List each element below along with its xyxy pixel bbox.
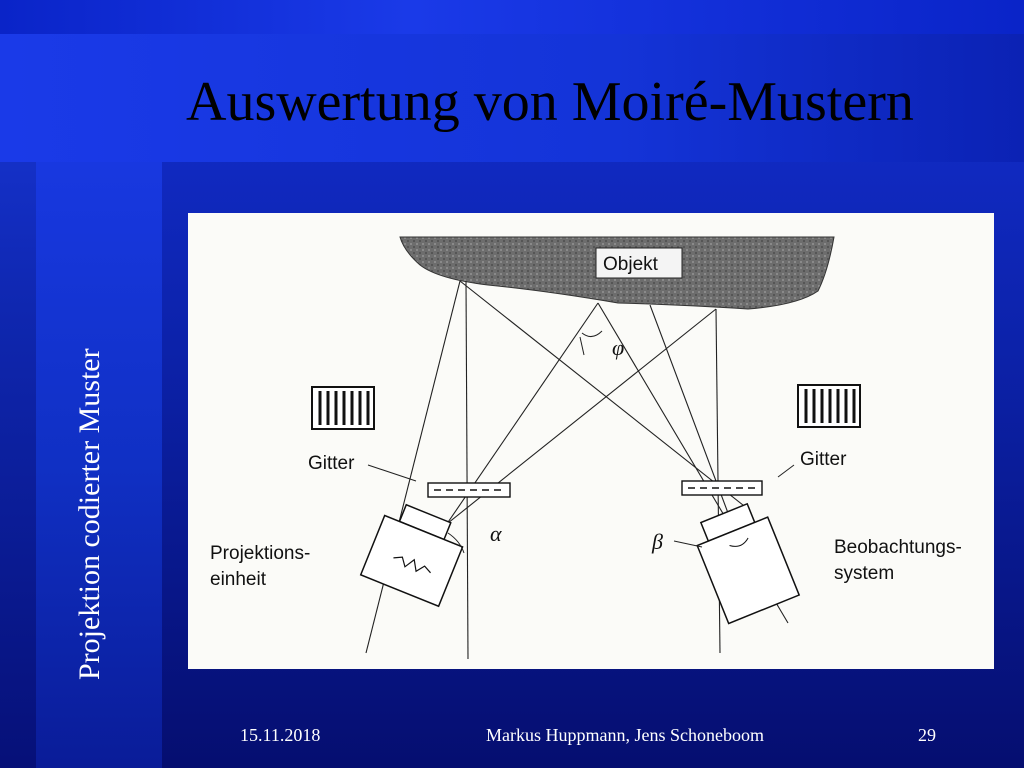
phi-symbol: φ	[612, 335, 625, 360]
grating-right-label: Gitter	[800, 449, 847, 470]
grating-left-icon	[312, 387, 374, 429]
footer-date: 15.11.2018	[240, 725, 321, 745]
footer-authors: Markus Huppmann, Jens Schoneboom	[486, 725, 764, 745]
observer-unit	[690, 499, 799, 624]
grating-left-label: Gitter	[308, 453, 355, 474]
observer-label-line2: system	[834, 563, 895, 584]
moire-diagram	[188, 213, 994, 669]
grating-right-pointer	[778, 465, 794, 477]
beam-left-vertical	[466, 281, 468, 659]
footer-page-number: 29	[918, 725, 936, 745]
side-label: Projektion codierter Muster	[73, 348, 106, 680]
beam-right-cross	[438, 309, 716, 531]
slide-title: Auswertung von Moiré-Mustern	[186, 71, 914, 133]
object-label: Objekt	[603, 254, 658, 275]
observer-label-line1: Beobachtungs-	[834, 537, 962, 558]
beam-left-outer	[366, 281, 460, 653]
beta-pointer	[674, 541, 702, 547]
beta-symbol: β	[652, 529, 663, 554]
top-bar	[0, 0, 1024, 34]
grating-left-pointer	[368, 465, 416, 481]
moire-diagram-svg	[188, 213, 994, 669]
grating-right-icon	[798, 385, 860, 427]
phi-arc	[582, 331, 602, 337]
beam-left-cross	[460, 281, 748, 509]
projector-label-line2: einheit	[210, 569, 266, 590]
phi-arrow	[580, 337, 584, 355]
alpha-symbol: α	[490, 521, 502, 546]
projector-label-line1: Projektions-	[210, 543, 311, 564]
